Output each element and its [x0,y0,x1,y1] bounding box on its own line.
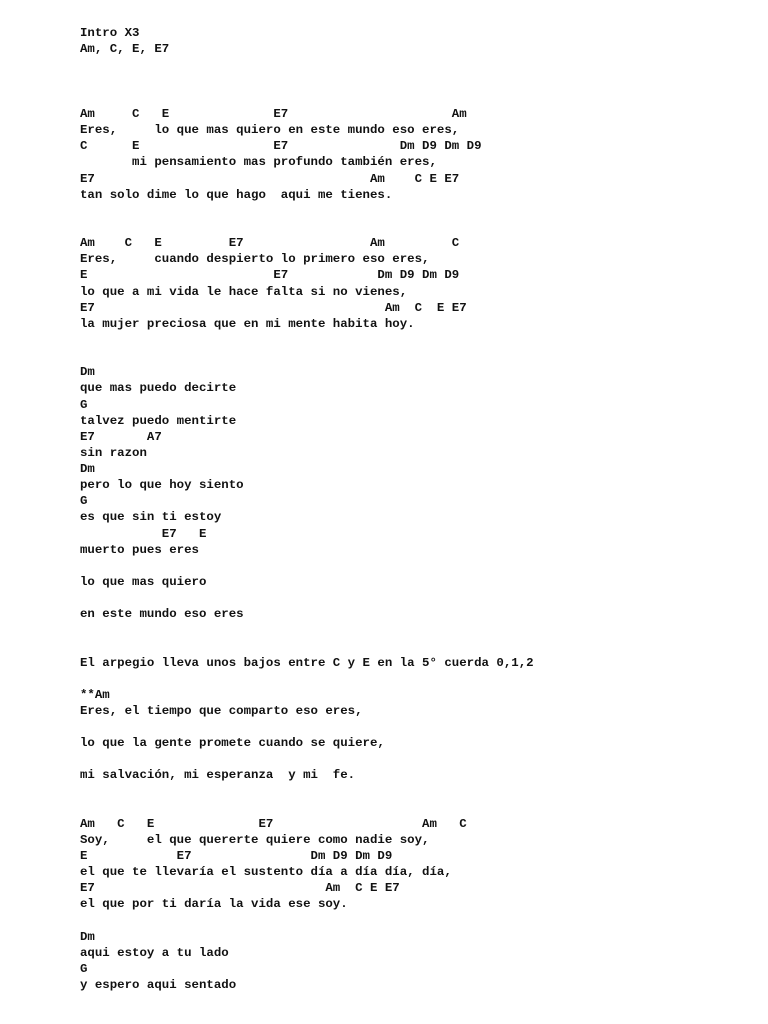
chord-line: Am C E E7 Am [80,107,467,121]
chord-line: E E7 Dm D9 Dm D9 [80,849,393,863]
chord-line: Am C E E7 Am C [80,236,460,250]
chord-line: Dm [80,930,95,944]
chord-line: Dm [80,365,95,379]
lyric-line: muerto pues eres [80,543,199,557]
lyric-line: la mujer preciosa que en mi mente habita hoy. [80,317,415,331]
lyric-line: Eres, lo que mas quiero en este mundo eso eres, [80,123,460,137]
lyric-line: pero lo que hoy siento [80,478,244,492]
chord-line: E7 Am C E E7 [80,172,460,186]
chord-line: **Am [80,688,110,702]
lyric-line: lo que mas quiero [80,575,207,589]
arpeggio-note: El arpegio lleva unos bajos entre C y E en la 5° cuerda 0,1,2 [80,656,534,670]
lyric-line: tan solo dime lo que hago aqui me tienes. [80,188,393,202]
chord-line: E E7 Dm D9 Dm D9 [80,268,460,282]
lyric-line: es que sin ti estoy [80,510,222,524]
lyric-line: Soy, el que quererte quiere como nadie soy, [80,833,430,847]
lyric-line: lo que la gente promete cuando se quiere, [80,736,385,750]
chord-line: E7 E [80,527,207,541]
chord-line: E7 Am C E E7 [80,301,467,315]
lyric-line: Eres, cuando despierto lo primero eso eres, [80,252,430,266]
lyric-line: aqui estoy a tu lado [80,946,229,960]
lyric-line: sin razon [80,446,147,460]
chord-line: G [80,398,88,412]
intro-chords: Am, C, E, E7 [80,42,170,56]
lyric-line: y espero aqui sentado [80,978,237,992]
lyric-line: Eres, el tiempo que comparto eso eres, [80,704,363,718]
chord-line: E7 Am C E E7 [80,881,400,895]
lyric-line: lo que a mi vida le hace falta si no vienes, [80,285,408,299]
lyric-line: talvez puedo mentirte [80,414,237,428]
chord-line: G [80,962,88,976]
lyric-line: el que te llevaría el sustento día a día día, día, [80,865,452,879]
lyric-line: mi pensamiento mas profundo también eres, [80,155,437,169]
chord-line: G [80,494,88,508]
lyric-line: que mas puedo decirte [80,381,237,395]
intro-label: Intro X3 [80,26,140,40]
chord-line: Dm [80,462,95,476]
chord-line: C E E7 Dm D9 Dm D9 [80,139,482,153]
lyric-line: mi salvación, mi esperanza y mi fe. [80,768,356,782]
lyric-line: en este mundo eso eres [80,607,244,621]
chord-line: E7 A7 [80,430,162,444]
chord-line: Am C E E7 Am C [80,817,467,831]
lyric-line: el que por ti daría la vida ese soy. [80,897,348,911]
